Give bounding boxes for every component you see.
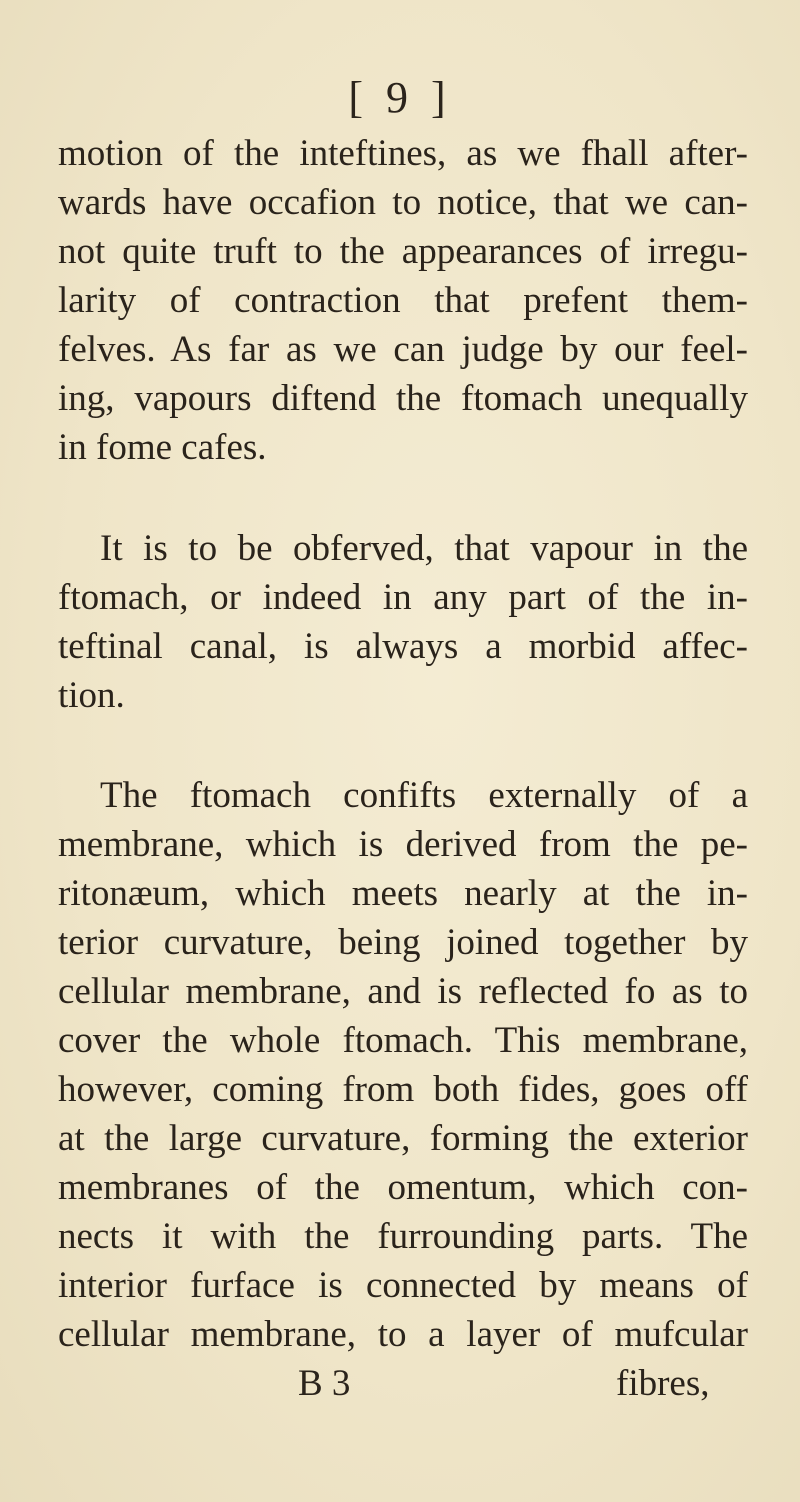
text-line: in fome cafes.	[58, 427, 267, 468]
text-line: at the large curvature, forming the exterior	[58, 1118, 748, 1159]
catchword: fibres,	[616, 1363, 710, 1404]
signature-mark: B 3	[298, 1363, 351, 1404]
text-line: ing, vapours diftend the ftomach unequally	[58, 378, 748, 419]
text-line: membrane, which is derived from the pe-	[58, 824, 748, 865]
text-line: terior curvature, being joined together by	[58, 922, 748, 963]
text-line: teftinal canal, is always a morbid affec-	[58, 626, 748, 667]
text-line: It is to be obferved, that vapour in the	[100, 528, 748, 569]
page-number-header: [ 9 ]	[348, 73, 452, 122]
text-line: The ftomach confifts externally of a	[100, 775, 748, 816]
text-line: cellular membrane, and is reflected fo as to	[58, 971, 748, 1012]
text-line: tion.	[58, 675, 125, 716]
text-line: cellular membrane, to a layer of mufcular	[58, 1314, 748, 1355]
text-line: interior furface is connected by means of	[58, 1265, 748, 1306]
text-line: ritonæum, which meets nearly at the in-	[58, 873, 748, 914]
text-line: cover the whole ftomach. This membrane,	[58, 1020, 748, 1061]
text-line: membranes of the omentum, which con-	[58, 1167, 748, 1208]
text-line: wards have occafion to notice, that we can-	[58, 182, 748, 223]
text-line: larity of contraction that prefent them-	[58, 280, 748, 321]
text-line: however, coming from both fides, goes off	[58, 1069, 748, 1110]
text-line: motion of the inteftines, as we fhall after-	[58, 133, 748, 174]
text-line: felves. As far as we can judge by our feel-	[58, 329, 748, 370]
text-line: ftomach, or indeed in any part of the in-	[58, 577, 748, 618]
text-line: nects it with the furrounding parts. The	[58, 1216, 748, 1257]
text-line: not quite truft to the appearances of irregu-	[58, 231, 748, 272]
